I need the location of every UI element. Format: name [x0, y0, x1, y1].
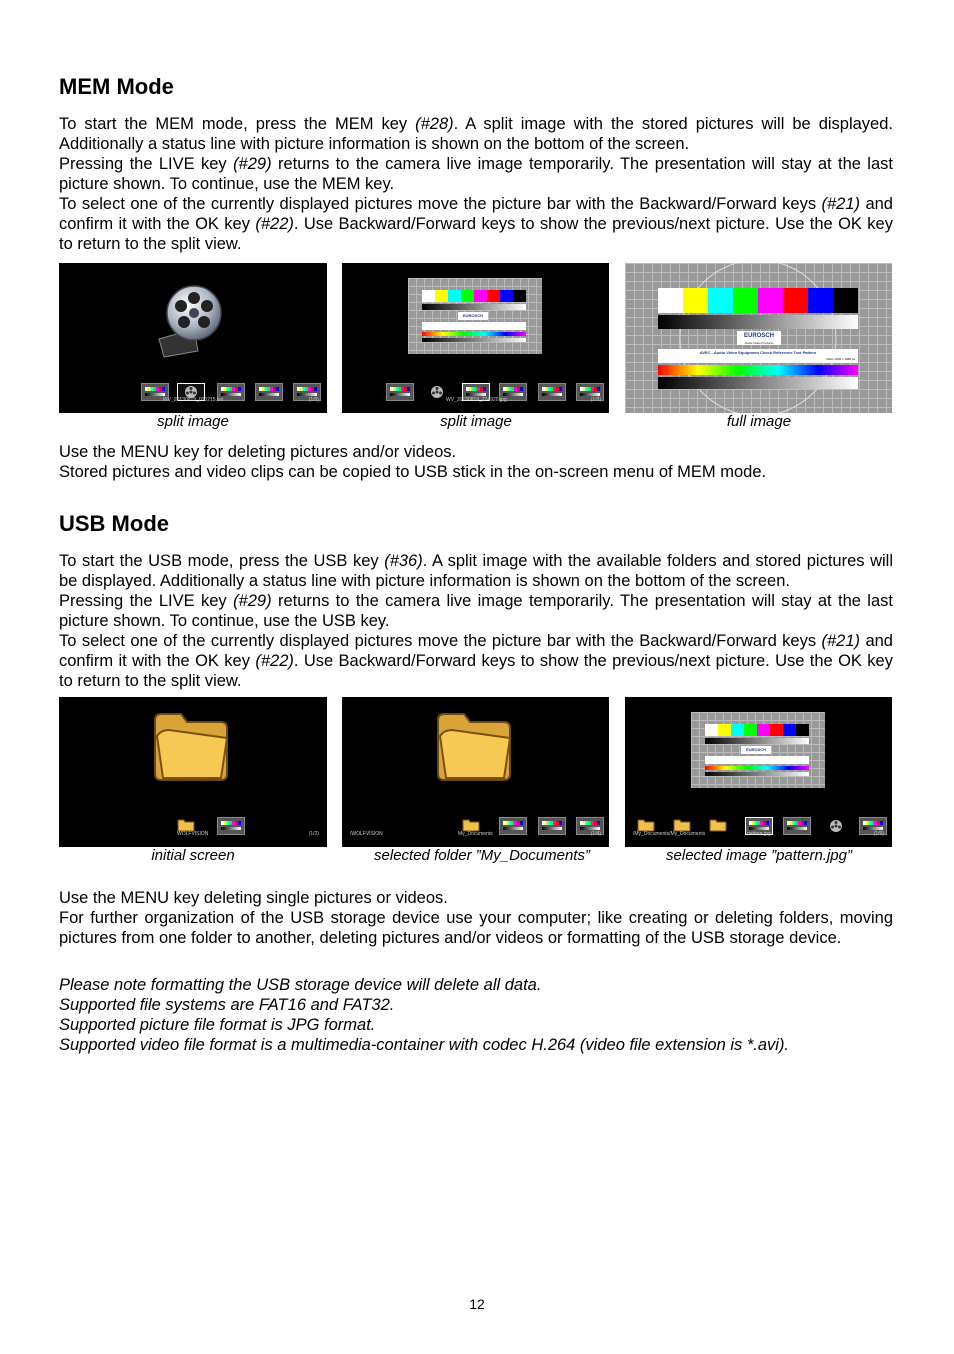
status-line: WV_20130819_224920.jpg (1/9) [446, 397, 601, 403]
page-number: 12 [469, 1296, 485, 1312]
caption-split-image-1: split image [157, 413, 229, 430]
usb-selected-image [625, 697, 892, 847]
folder-icon[interactable] [177, 818, 195, 832]
test-pattern-image: EUROSCH [691, 712, 825, 788]
status-line: WV_20130819_030215.avi (1/9) [163, 397, 319, 403]
caption-split-image-2: split image [440, 413, 512, 430]
caption-initial-screen: initial screen [151, 847, 235, 864]
note-formatting-warning: Please note formatting the USB storage device will delete all data. [59, 976, 542, 994]
folder-icon [434, 712, 514, 782]
folder-icon[interactable] [637, 818, 655, 832]
usb-mode-notes [59, 888, 893, 948]
mem-split-image-video [59, 263, 327, 413]
mem-mode-intro [59, 114, 893, 254]
status-line: WOLFVISION (1/2) [177, 831, 319, 837]
mem-mode-heading: MEM Mode [59, 74, 174, 99]
mem-split-image-picture [342, 263, 609, 413]
usb-note-organization: For further organization of the USB storage device use your computer; like creating or deleting folders, moving pictures from one folder to another, deleting pictures and/or videos or formatting of the USB storage device. [59, 909, 893, 947]
folder-icon [151, 712, 231, 782]
mem-mode-notes [59, 442, 893, 482]
usb-mode-heading: USB Mode [59, 511, 169, 536]
film-reel-icon [154, 281, 234, 361]
note-video-format: Supported video file format is a multimedia-container with codec H.264 (video file extension is *.avi). [59, 1036, 790, 1054]
usb-initial-screen [59, 697, 327, 847]
folder-icon[interactable] [709, 818, 727, 832]
usb-paragraph-select: To select one of the currently displayed pictures move the picture bar with the Backward/Forward keys (#21) and confirm it with the OK key (#22). Use Backward/Forward keys to show the previous/next picture. Use the OK key to return to the split view. [59, 632, 893, 690]
usb-paragraph-live: Pressing the LIVE key (#29) returns to the camera live image temporarily. The presentation will stay at the last picture shown. To continue, use the USB key. [59, 592, 893, 630]
caption-selected-folder: selected folder ”My_Documents” [374, 847, 590, 864]
caption-full-image: full image [726, 413, 792, 430]
note-picture-format: Supported picture file format is JPG format. [59, 1016, 376, 1034]
usb-mode-intro [59, 551, 893, 691]
status-line: /WOLFVISION My_Documents (1/4) [350, 831, 601, 837]
caption-selected-image: selected image ”pattern.jpg” [666, 847, 852, 864]
mem-note-delete: Use the MENU key for deleting pictures and/or videos. [59, 443, 457, 461]
mem-paragraph-live: Pressing the LIVE key (#29) returns to the camera live image temporarily. The presentation will stay at the last picture shown. To continue, use the MEM key. [59, 155, 893, 193]
mem-paragraph-start: To start the MEM mode, press the MEM key (#28). A split image with the stored pictures will be displayed. Additionally a status line with picture information is shown on the bottom of the screen. [59, 115, 893, 153]
mem-paragraph-select: To select one of the currently displayed pictures move the picture bar with the Backward/Forward keys (#21) and confirm it with the OK key (#22). Use Backward/Forward keys to show the previous/next picture. Use the OK key to return to the split view. [59, 195, 893, 253]
test-pattern-image: EUROSCH [408, 278, 542, 354]
note-file-systems: Supported file systems are FAT16 and FAT32. [59, 996, 395, 1014]
mem-note-copy: Stored pictures and video clips can be copied to USB stick in the on-screen menu of MEM mode. [59, 463, 767, 481]
folder-icon[interactable] [673, 818, 691, 832]
usb-note-delete: Use the MENU key deleting single pictures or videos. [59, 889, 448, 907]
usb-selected-folder [342, 697, 609, 847]
usb-paragraph-start: To start the USB mode, press the USB key (#36). A split image with the available folders and stored pictures will be displayed. Additionally a status line with picture information is shown on the bottom of the screen. [59, 552, 893, 590]
usb-supported-formats [59, 975, 893, 1055]
mem-full-image: EUROSCH Audio Video Products AVEC - Audio Video Equipment Check Reference Test Pattern Video 1920 x 1080 px [625, 263, 892, 413]
status-line: /My_Documents/My_Documents pattern.jpg (1/9) [633, 831, 884, 837]
folder-icon[interactable] [462, 818, 480, 832]
